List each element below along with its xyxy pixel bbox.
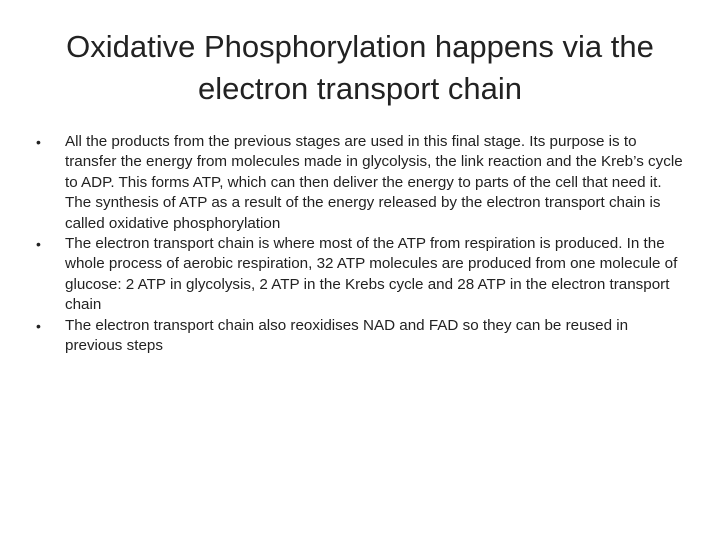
bullet-text: All the products from the previous stages are used in this final stage. Its purpose is to transfer the energy from molecules made in glycolysis, the link reaction and the Kreb’s cycle to ADP. This forms ATP, which can then deliver the energy to parts of the cell that need it. The synthesis of ATP as a result of the energy released by the electron transport chain is called oxidative phosphorylation bbox=[65, 133, 683, 232]
bullet-item bbox=[36, 316, 686, 357]
bullet-dot-icon: • bbox=[36, 236, 41, 253]
bullet-list bbox=[36, 132, 686, 356]
bullet-dot-icon: • bbox=[36, 134, 41, 150]
bullet-item bbox=[36, 132, 686, 234]
bullet-dot-icon: • bbox=[36, 317, 41, 334]
bullet-text: The electron transport chain also reoxidises NAD and FAD so they can be reused in previous steps bbox=[65, 316, 629, 355]
bullet-text: The electron transport chain is where most of the ATP from respiration is produced. In the whole process of aerobic respiration, 32 ATP molecules are produced from one molecule of glucose: 2 ATP in glycolysis, 2 ATP in the Krebs cycle and 28 ATP in the electron transport chain bbox=[65, 235, 678, 314]
bullet-item bbox=[36, 234, 686, 316]
slide-title: Oxidative Phosphorylation happens via the electron transport chain bbox=[66, 29, 654, 106]
